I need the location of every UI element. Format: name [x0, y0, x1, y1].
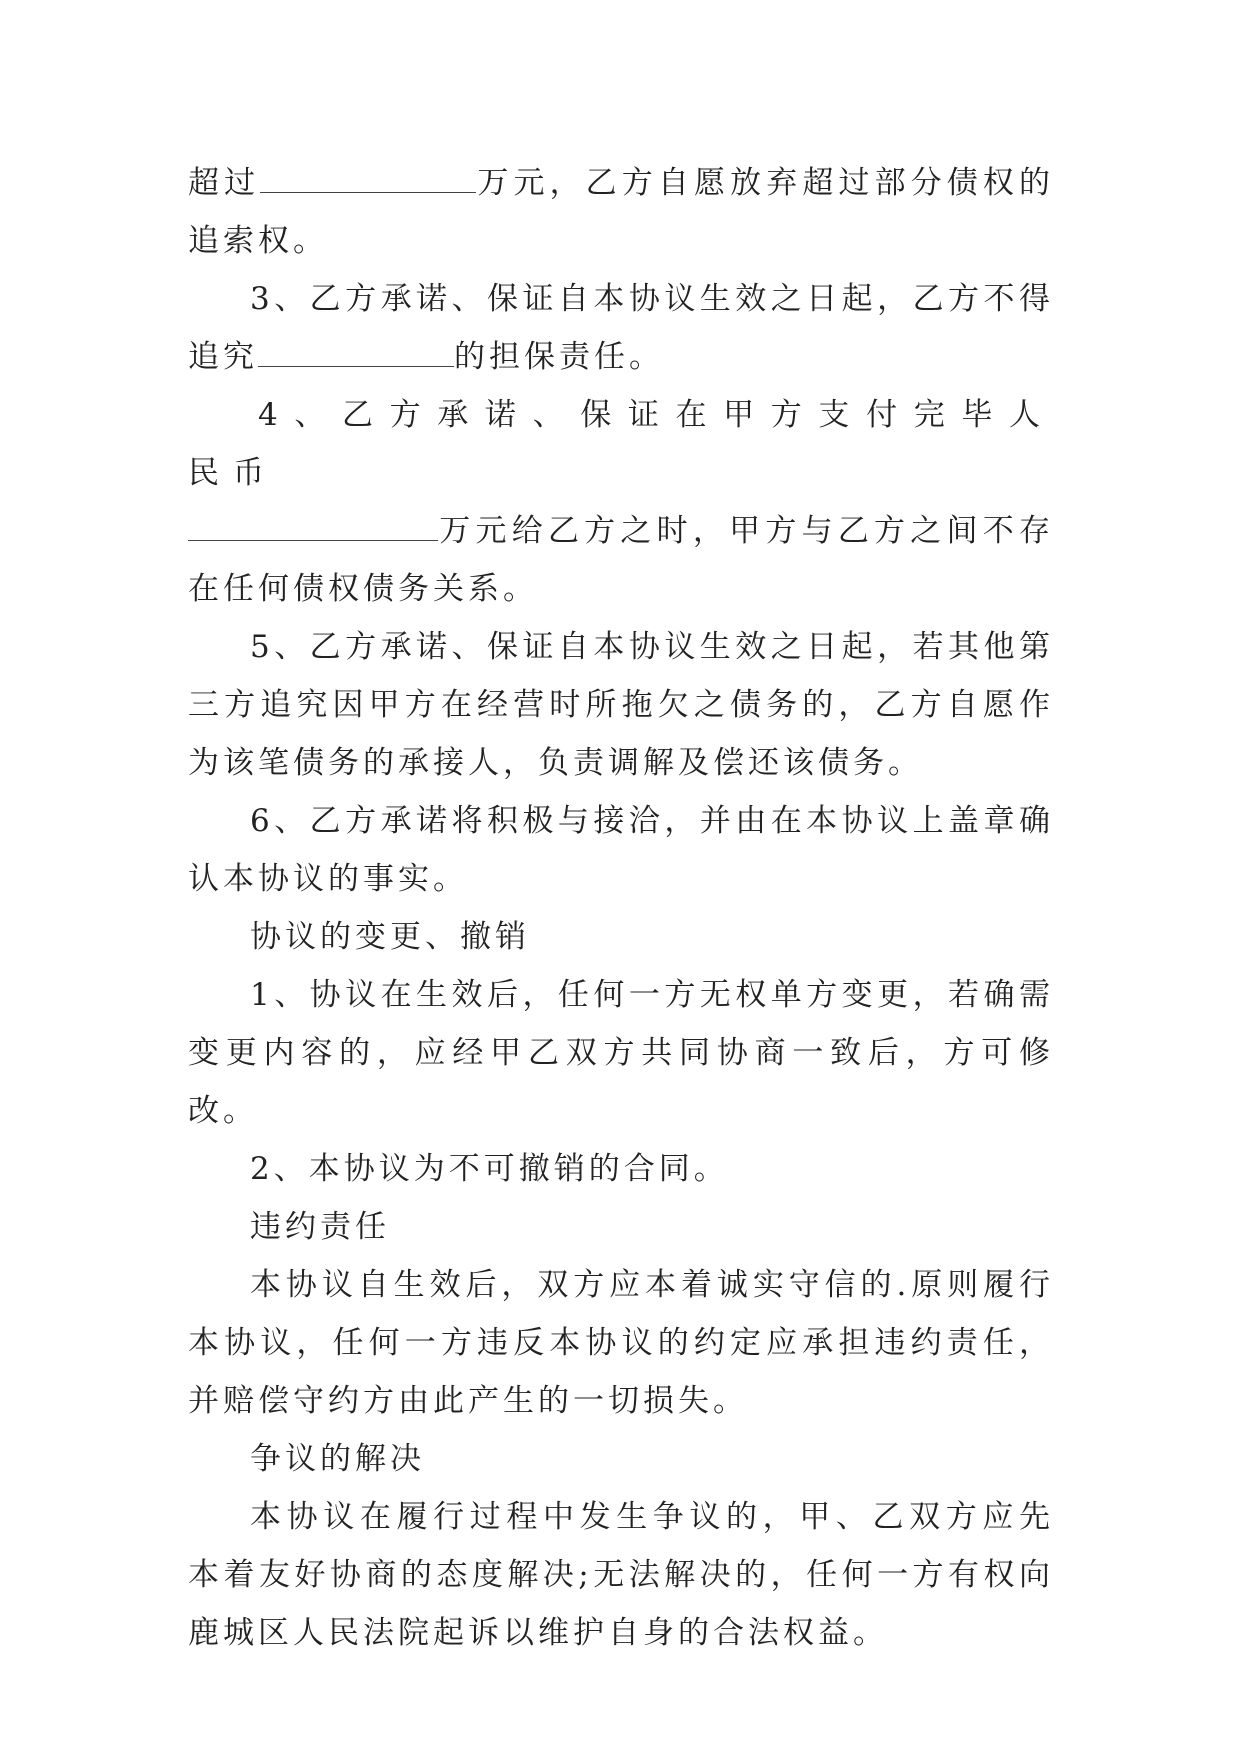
paragraph-clause-5: 5、乙方承诺、保证自本协议生效之日起，若其他第三方追究因甲方在经营时所拖欠之债务的，乙方自愿作为该笔债务的承接人，负责调解及偿还该债务。: [188, 629, 1054, 781]
paragraph-clause-3: [188, 270, 1054, 386]
paragraph-text: 超过: [188, 165, 261, 201]
paragraph-amendment-2: 2、本协议为不可撤销的合同。: [250, 1151, 729, 1187]
paragraph-liability: 本协议自生效后，双方应本着诚实守信的.原则履行本协议，任何一方违反本协议的约定应承担违约责任，并赔偿守约方由此产生的一切损失。: [188, 1267, 1054, 1419]
section-heading-liability: 违约责任: [250, 1209, 390, 1245]
paragraph-clause-4: [188, 386, 1054, 502]
paragraph-text: 4、乙方承诺、保证在甲方支付完毕人民币: [188, 397, 1054, 491]
paragraph-clause-4-cont: [188, 502, 1054, 618]
document-body: [188, 154, 1054, 1662]
fill-in-blank: [260, 162, 476, 193]
paragraph-dispute: 本协议在履行过程中发生争议的，甲、乙双方应先本着友好协商的态度解决;无法解决的，任何一方有权向鹿城区人民法院起诉以维护自身的合法权益。: [188, 1499, 1054, 1651]
paragraph-clause-6: 6、乙方承诺将积极与接洽，并由在本协议上盖章确认本协议的事实。: [188, 803, 1054, 897]
paragraph-amendment-1: 1、协议在生效后，任何一方无权单方变更，若确需变更内容的，应经甲乙双方共同协商一致后，方可修改。: [188, 977, 1054, 1129]
paragraph-text: 万元给乙方之时，甲方与乙方之间不存在任何债权债务关系。: [188, 513, 1054, 607]
paragraph-text: 万元，乙方自愿放弃超过部分债权的追索权。: [188, 165, 1055, 259]
paragraph-text: 3、乙方承诺、保证自本协议生效之日起，乙方不得追究: [188, 281, 1054, 375]
paragraph-text: 的担保责任。: [454, 339, 664, 375]
fill-in-blank: [188, 510, 438, 541]
paragraph-waiver: [188, 154, 1054, 270]
fill-in-blank: [258, 336, 454, 367]
section-heading-dispute: 争议的解决: [250, 1441, 425, 1477]
section-heading-amendment: 协议的变更、撤销: [250, 919, 530, 955]
